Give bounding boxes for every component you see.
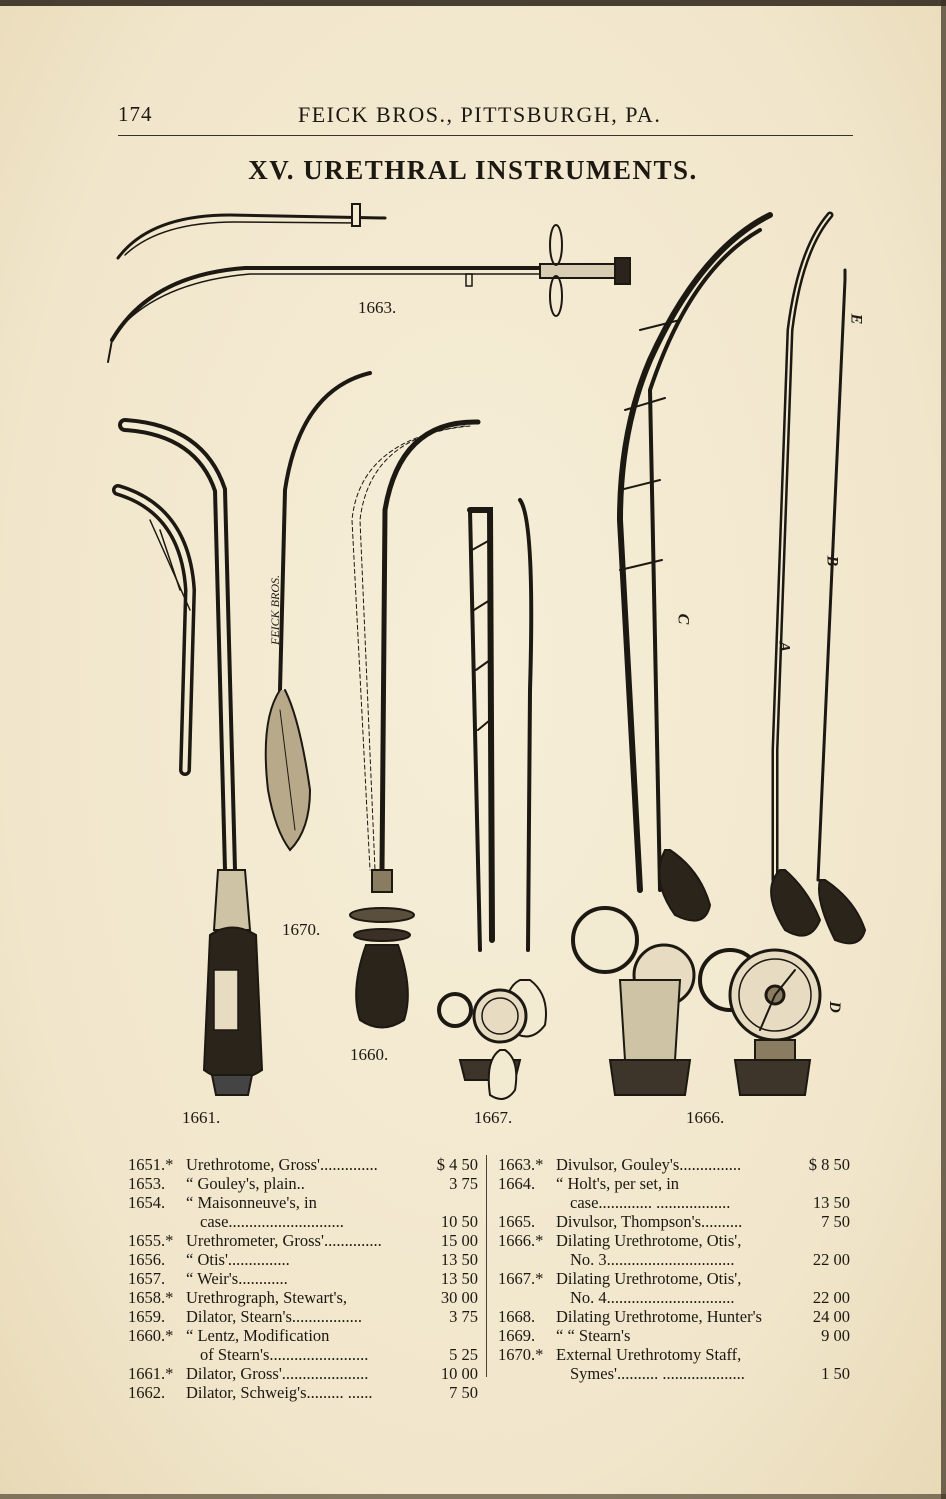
price-row: 1663.* Divulsor, Gouley's............... $ 8 50 xyxy=(498,1155,850,1174)
price-row: 1657. “ Weir's............ 13 50 xyxy=(128,1269,478,1288)
part-letter-b: B xyxy=(823,555,841,567)
part-letter-d: D xyxy=(825,1001,843,1013)
figure-label-1667: 1667. xyxy=(474,1108,513,1127)
page-edge-bottom xyxy=(0,1494,946,1499)
figure-label-1661: 1661. xyxy=(182,1108,221,1127)
instrument-engraving xyxy=(0,190,946,1140)
section-title: XV. URETHRAL INSTRUMENTS. xyxy=(248,155,698,185)
price-row: 1656. “ Otis'............... 13 50 xyxy=(128,1250,478,1269)
price-row: 1662. Dilator, Schweig's......... ...... 7 50 xyxy=(128,1383,478,1402)
price-list-right xyxy=(498,1155,850,1383)
running-head: FEICK BROS., PITTSBURGH, PA. xyxy=(298,102,662,127)
dilator-1660-drawing xyxy=(350,422,478,1028)
figure-label-1663: 1663. xyxy=(358,298,397,317)
part-letter-a: A xyxy=(775,641,793,653)
figure-label-1670: 1670. xyxy=(282,920,321,939)
page-header xyxy=(118,100,853,140)
urethrotome-1666-drawing xyxy=(573,215,865,1095)
price-row: No. 3............................... 22 00 xyxy=(570,1250,850,1269)
price-list-left xyxy=(128,1155,478,1402)
price-row: 1669. “ “ Stearn's 9 00 xyxy=(498,1326,850,1345)
part-letter-e: E xyxy=(847,313,865,325)
price-row: 1660.* “ Lentz, Modification xyxy=(128,1326,330,1345)
urethrotome-1667-drawing xyxy=(439,500,546,1099)
price-row: case............. .................. 13 50 xyxy=(570,1193,850,1212)
price-row: 1661.* Dilator, Gross'..................... 10 00 xyxy=(128,1364,478,1383)
price-row: 1664. “ Holt's, per set, in xyxy=(498,1174,680,1193)
divulsor-1663-drawing xyxy=(108,204,630,362)
price-row: Symes'.......... .................... 1 50 xyxy=(570,1364,850,1383)
figure-label-1666: 1666. xyxy=(686,1108,725,1127)
price-row: 1668. Dilating Urethrotome, Hunter's 24 00 xyxy=(498,1307,850,1326)
price-row: No. 4............................... 22 00 xyxy=(570,1288,850,1307)
engraved-maker-mark: FEICK BROS. xyxy=(268,575,282,645)
price-row: 1667.* Dilating Urethrotome, Otis', xyxy=(498,1269,742,1288)
page-edge-top xyxy=(0,0,946,6)
price-row: 1659. Dilator, Stearn's................. 3 75 xyxy=(128,1307,478,1326)
price-row: 1651.* Urethrotome, Gross'.............. $ 4 50 xyxy=(128,1155,478,1174)
price-row: 1665. Divulsor, Thompson's.......... 7 50 xyxy=(498,1212,850,1231)
header-rule xyxy=(118,135,853,136)
page-number: 174 xyxy=(118,102,153,126)
price-row: 1653. “ Gouley's, plain.. 3 75 xyxy=(128,1174,478,1193)
price-row: case............................ 10 50 xyxy=(200,1212,478,1231)
price-row: 1666.* Dilating Urethrotome, Otis', xyxy=(498,1231,742,1250)
column-divider xyxy=(486,1155,487,1377)
price-row: 1670.* External Urethrotomy Staff, xyxy=(498,1345,742,1364)
part-letter-c: C xyxy=(674,613,692,625)
price-row: 1658.* Urethrograph, Stewart's, 30 00 xyxy=(128,1288,478,1307)
figure-label-1660: 1660. xyxy=(350,1045,389,1064)
dilator-1661-drawing xyxy=(118,425,262,1095)
price-row: 1654. “ Maisonneuve's, in xyxy=(128,1193,317,1212)
instrument-illustration xyxy=(0,190,946,1140)
price-row: of Stearn's........................ 5 25 xyxy=(200,1345,478,1364)
price-row: 1655.* Urethrometer, Gross'.............. 15 00 xyxy=(128,1231,478,1250)
